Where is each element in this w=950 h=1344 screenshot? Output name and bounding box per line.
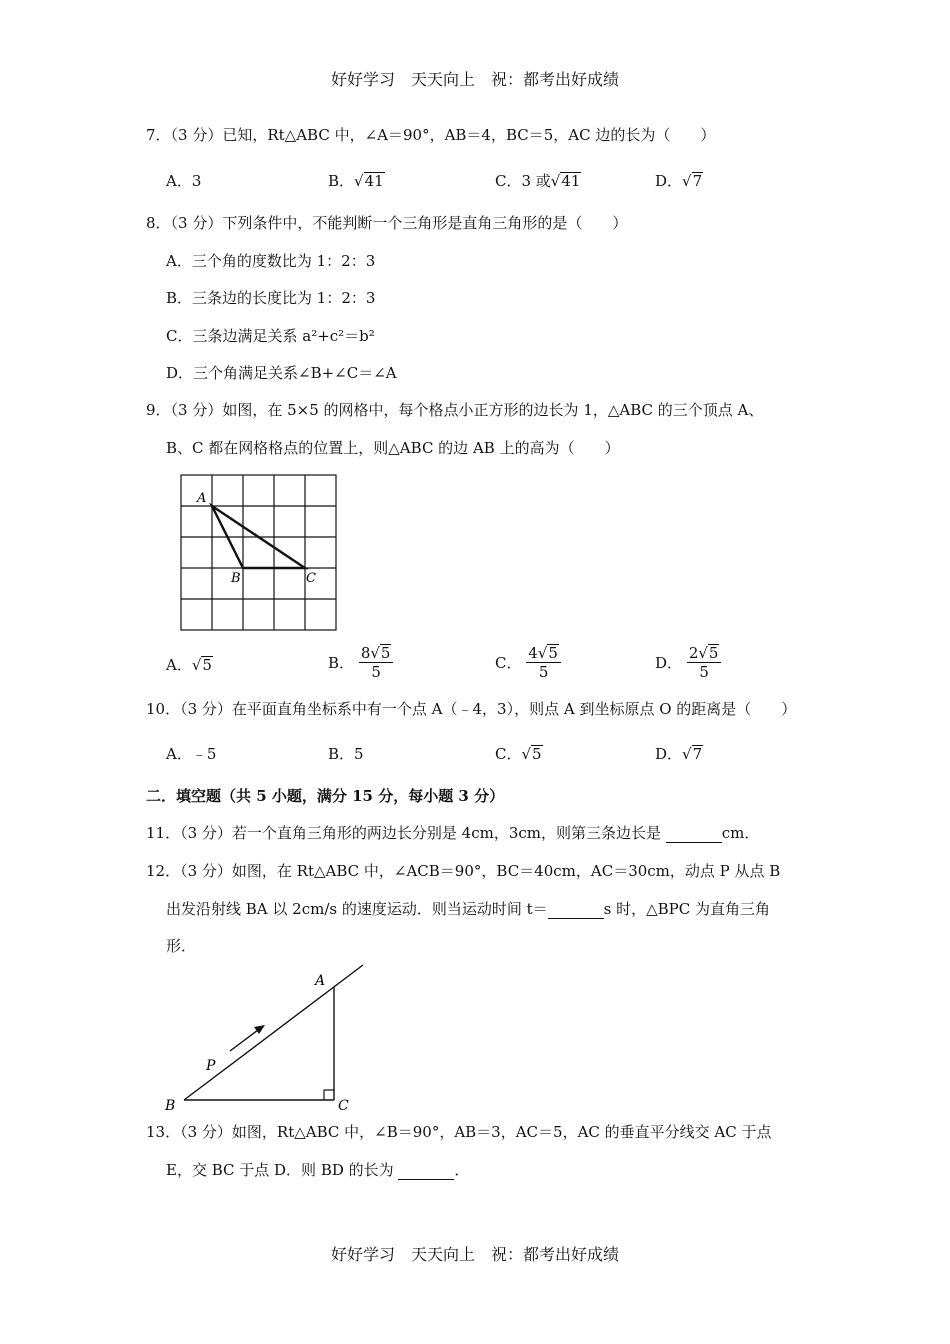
q8-option-b: B．三条边的长度比为 1：2：3 (166, 289, 376, 307)
question-9-line-1: 9．（3 分）如图，在 5×5 的网格中，每个格点小正方形的边长为 1，△ABC 的三个顶点 A、 (146, 401, 764, 419)
q12-label-b: B (165, 1098, 176, 1114)
q12-answer-blank[interactable] (548, 902, 604, 919)
ray-ba (184, 965, 363, 1100)
page-footer: 好好学习 天天向上 祝：都考出好成绩 (330, 1245, 619, 1264)
question-13-line-1: 13．（3 分）如图，Rt△ABC 中，∠B＝90°，AB＝3，AC＝5，AC 的垂直平分线交 AC 于点 (146, 1123, 772, 1141)
q12-label-c: C (338, 1098, 349, 1114)
q8-option-d: D．三个角满足关系∠B+∠C＝∠A (166, 364, 397, 382)
q7-option-d: D．√7 (655, 172, 703, 190)
q7-option-b: B．√41 (328, 172, 384, 190)
q7-option-c: C．3 或√41 (495, 172, 581, 190)
arrow-head (254, 1025, 265, 1034)
q10-option-a: A．﹣5 (166, 745, 217, 763)
q9-option-d: D． $\frac{2√5}{5}$ (655, 644, 721, 681)
q9-grid-figure (175, 470, 345, 635)
q13-answer-blank[interactable] (398, 1163, 454, 1180)
q10-option-d: D．√7 (655, 745, 703, 763)
q12-triangle-figure (160, 960, 375, 1115)
q7-option-a: A．3 (166, 172, 202, 190)
q10-option-c: C．√5 (495, 745, 542, 763)
question-12-line-3: 形． (166, 937, 197, 955)
q9-label-c: C (306, 571, 316, 586)
q12-label-a: A (315, 973, 326, 989)
section-2-title: 二．填空题（共 5 小题，满分 15 分，每小题 3 分） (146, 787, 505, 805)
right-angle-mark (324, 1090, 334, 1100)
q9-label-b: B (231, 571, 241, 586)
question-13-line-2: E，交 BC 于点 D．则 BD 的长为 ． (166, 1161, 470, 1179)
q11-answer-blank[interactable] (666, 826, 722, 843)
q9-option-b: B． $\frac{8√5}{5}$ (328, 644, 393, 681)
question-11-text: 11．（3 分）若一个直角三角形的两边长分别是 4cm，3cm，则第三条边长是 cm． (146, 824, 760, 842)
q9-label-a: A (197, 491, 207, 506)
question-9-line-2: B、C 都在网格格点的位置上，则△ABC 的边 AB 上的高为（ ） (166, 439, 620, 457)
q8-option-c: C．三条边满足关系 a²+c²＝b² (166, 327, 375, 345)
question-7-text: 7．（3 分）已知，Rt△ABC 中，∠A＝90°，AB＝4，BC＝5，AC 边的长为（ ） (146, 126, 716, 144)
question-8-text: 8．（3 分）下列条件中，不能判断一个三角形是直角三角形的是（ ） (146, 214, 628, 232)
q9-option-c: C． $\frac{4√5}{5}$ (495, 644, 561, 681)
question-10-text: 10．（3 分）在平面直角坐标系中有一个点 A（﹣4，3），则点 A 到坐标原点 O 的距离是（ ） (146, 700, 797, 718)
question-12-line-1: 12．（3 分）如图，在 Rt△ABC 中，∠ACB＝90°，BC＝40cm，AC＝30cm，动点 P 从点 B (146, 862, 781, 880)
page-header: 好好学习 天天向上 祝：都考出好成绩 (330, 70, 619, 89)
q12-label-p: P (206, 1058, 216, 1074)
q9-option-a: A．√5 (166, 656, 212, 674)
question-12-line-2: 出发沿射线 BA 以 2cm/s 的速度运动．则当运动时间 t＝ s 时，△BPC 为直角三角 (166, 900, 771, 918)
q10-option-b: B．5 (328, 745, 364, 763)
q8-option-a: A．三个角的度数比为 1：2：3 (166, 252, 376, 270)
